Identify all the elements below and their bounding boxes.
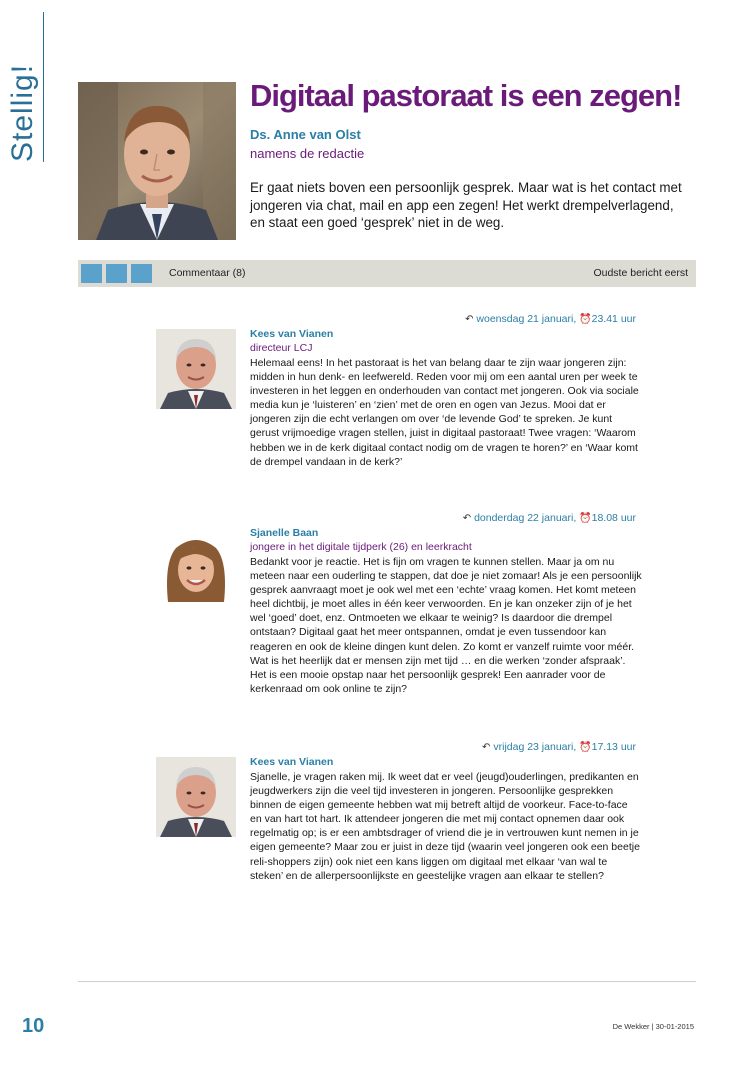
- comment-author[interactable]: Sjanelle Baan: [250, 527, 319, 539]
- comment-meta: [463, 512, 636, 524]
- comments-toolbar: [78, 260, 696, 287]
- footer-publication: De Wekker | 30-01-2015: [612, 1022, 694, 1031]
- toolbar-button-1[interactable]: [81, 264, 102, 283]
- article-title: Digitaal pastoraat is een zegen!: [250, 78, 682, 113]
- comment-author-role: jongere in het digitale tijdperk (26) en leerkracht: [250, 541, 472, 553]
- comment-date: woensdag 21 januari,: [476, 313, 577, 325]
- clock-icon: ⏰: [579, 742, 592, 753]
- page-number: 10: [22, 1015, 45, 1037]
- avatar: [156, 757, 236, 837]
- comment-meta: [482, 741, 636, 753]
- bottom-rule: [78, 981, 696, 982]
- toolbar-button-3[interactable]: [131, 264, 152, 283]
- comment-date: vrijdag 23 januari,: [493, 741, 577, 753]
- author-photo: [78, 82, 236, 240]
- comment-meta: [465, 313, 636, 325]
- author-role: namens de redactie: [250, 146, 365, 161]
- comment-time: 18.08 uur: [591, 512, 636, 524]
- comment-author-role: directeur LCJ: [250, 342, 313, 354]
- comment-date: donderdag 22 januari,: [474, 512, 577, 524]
- article-intro: Er gaat niets boven een persoonlijk gesprek. Maar wat is het contact met jongeren via chat, mail en app een zegen! Het werkt drempelverlagend, en staat een goed ‘gesprek’ niet in de weg.: [250, 180, 682, 230]
- comment-time: 23.41 uur: [591, 313, 636, 325]
- clock-icon: ⏰: [579, 513, 592, 524]
- comment-body: Sjanelle, je vragen raken mij. Ik weet dat er veel (jeugd)ouderlingen, predikanten en jeugdwerkers zijn die veel tijd investeren in jongeren. Persoonlijke gesprekken binnen de eigen gemeente hebben wat mij betreft altijd de voorkeur. Face-to-face en van hart tot hart. Ik attendeer jongeren die met mij contact opnemen daar ook regelmatig op; is er een ambtsdrager of vriend die je in vertrouwen kunt nemen in je eigen gemeente? Maar zou er juist in deze tijd (waarin veel jongeren ook een beetje reli-shoppers zijn) ook niet een kans liggen om digitaal met elkaar ‘van wal te steken’ en de allerpersoonlijkste en geestelijke vragen aan elkaar te stellen?: [250, 771, 640, 882]
- comment-body: Bedankt voor je reactie. Het is fijn om vragen te kunnen stellen. Maar ja om nu meteen naar een ouderling te stappen, dat doe je niet zomaar! Als je een persoonlijk gesprek aanvraagt moet je ook wel met een ‘echte’ vraag komen. Het komt meteen heel dichtbij, je moet alles in één keer verwoorden. En je kan onzeker zijn of je het wel ‘goed’ doet, enz. Ontmoeten we elkaar te weinig? Is daardoor die drempel ontstaan? Digitaal gaat het meer ontspannen, omdat je even tussendoor kan reageren en ook de kleine dingen kunt delen. Zo komt er vanzelf ruimte voor méér. Wat is het heerlijk dat er mensen zijn met tijd … en die werken ‘zonder afspraak’. Het is een mooie opstap naar het persoonlijk gesprek! Een aanrader voor de kerkenraad om ook online te zijn?: [250, 556, 642, 695]
- section-label: Stellig!: [6, 63, 39, 162]
- reply-icon: ↶: [465, 314, 474, 325]
- comment-time: 17.13 uur: [591, 741, 636, 753]
- reply-icon: ↶: [462, 513, 472, 524]
- clock-icon: ⏰: [579, 314, 592, 325]
- avatar: [156, 329, 236, 409]
- comments-count-label[interactable]: Commentaar (8): [169, 267, 246, 279]
- comment-body: Helemaal eens! In het pastoraat is het van belang daar te zijn waar jongeren zijn: midden in hun denk- en leefwereld. Reden voor mij om een aantal uren per week te investeren in het leggen en onderhouden van contact met jongeren. Ook via sociale media kun je ‘luisteren’ en ‘zien’ met de oren en ogen van Jezus. Mooi dat er jongeren zijn die echt verlangen om over ‘de levende God’ te spreken. Je kunt gerust vrijmoedige vragen stellen, juist in digitaal pastoraat! Twee vragen: ‘Waarom hebben we in de kerk digitaal contact nodig om de vragen te horen?’ en ‘Waar komt de drempel vandaan in de kerk?’: [250, 357, 639, 468]
- toolbar-button-2[interactable]: [106, 264, 127, 283]
- comment-author[interactable]: Kees van Vianen: [250, 756, 334, 768]
- side-rule: [43, 12, 44, 162]
- reply-icon: ↶: [482, 742, 491, 753]
- author-name: Ds. Anne van Olst: [250, 127, 361, 142]
- sort-order-label[interactable]: Oudste bericht eerst: [593, 267, 688, 279]
- avatar: [156, 528, 236, 608]
- comment-author[interactable]: Kees van Vianen: [250, 328, 334, 340]
